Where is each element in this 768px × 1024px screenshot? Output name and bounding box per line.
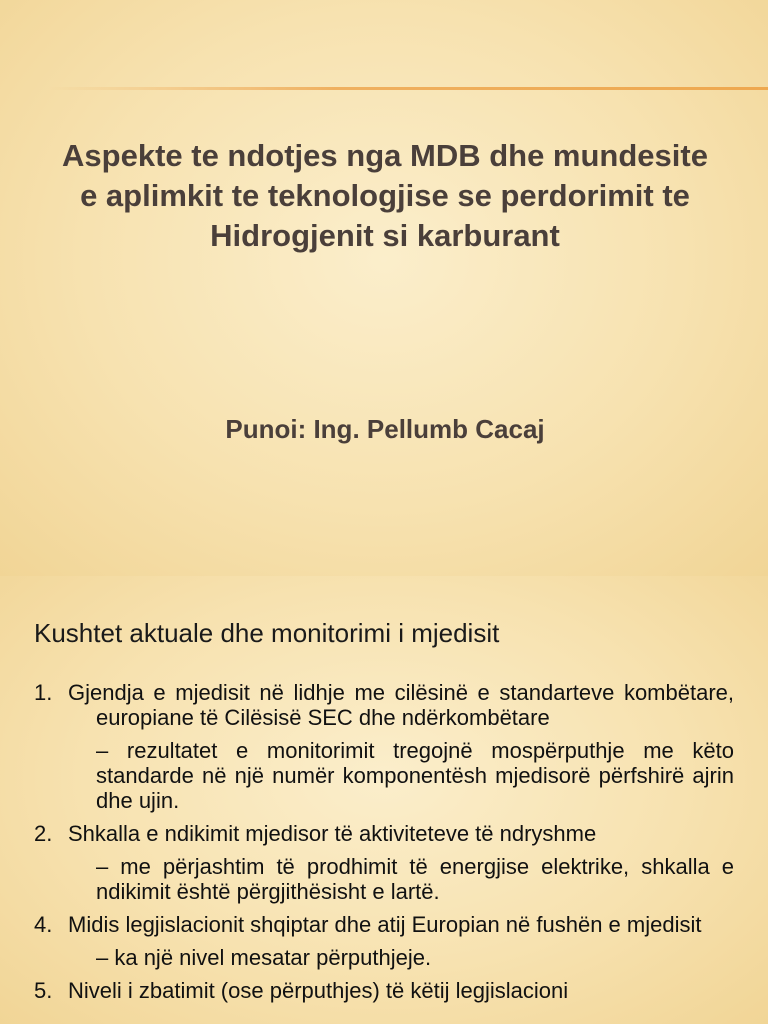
slide-body bbox=[34, 680, 734, 1011]
item-text: Shkalla e ndikimit mjedisor të aktiviteteve të ndryshme bbox=[68, 821, 597, 846]
sub-item: – rezultatet e monitorimit tregojnë mospërputhje me këto standarde në një numër komponentësh mjedisorë përfshirë ajrin dhe ujin. bbox=[96, 738, 734, 813]
item-text: Gjendja e mjedisit në lidhje me cilësinë e standarteve kombëtare, europiane të Cilësisë SEC dhe ndërkombëtare bbox=[68, 680, 734, 730]
list-item bbox=[34, 978, 734, 1003]
sub-item: – ka një nivel mesatar përputhjeje. bbox=[96, 945, 432, 970]
item-text: Midis legjislacionit shqiptar dhe atij Europian në fushën e mjedisit bbox=[68, 912, 702, 937]
sub-item: – me përjashtim të prodhimit të energjise elektrike, shkalla e ndikimit është përgjithësisht e lartë. bbox=[96, 854, 734, 904]
slide-2 bbox=[0, 576, 768, 1024]
item-number: 5. bbox=[34, 978, 53, 1003]
author-line: Punoi: Ing. Pellumb Cacaj bbox=[225, 414, 545, 444]
list-item bbox=[34, 912, 734, 937]
slide-title: Kushtet aktuale dhe monitorimi i mjedisit bbox=[34, 618, 500, 648]
item-number: 1. bbox=[34, 680, 53, 705]
list-item bbox=[34, 680, 734, 730]
item-number: 4. bbox=[34, 912, 53, 937]
item-text: Niveli i zbatimit (ose përputhjes) të këtij legjislacioni bbox=[68, 978, 569, 1003]
list-item bbox=[34, 821, 734, 846]
decorative-rule bbox=[48, 87, 768, 90]
presentation-title: Aspekte te ndotjes nga MDB dhe mundesite e aplimkit te teknologjise se perdorimit te Hidrogjenit si karburant bbox=[62, 138, 708, 253]
item-number: 2. bbox=[34, 821, 53, 846]
